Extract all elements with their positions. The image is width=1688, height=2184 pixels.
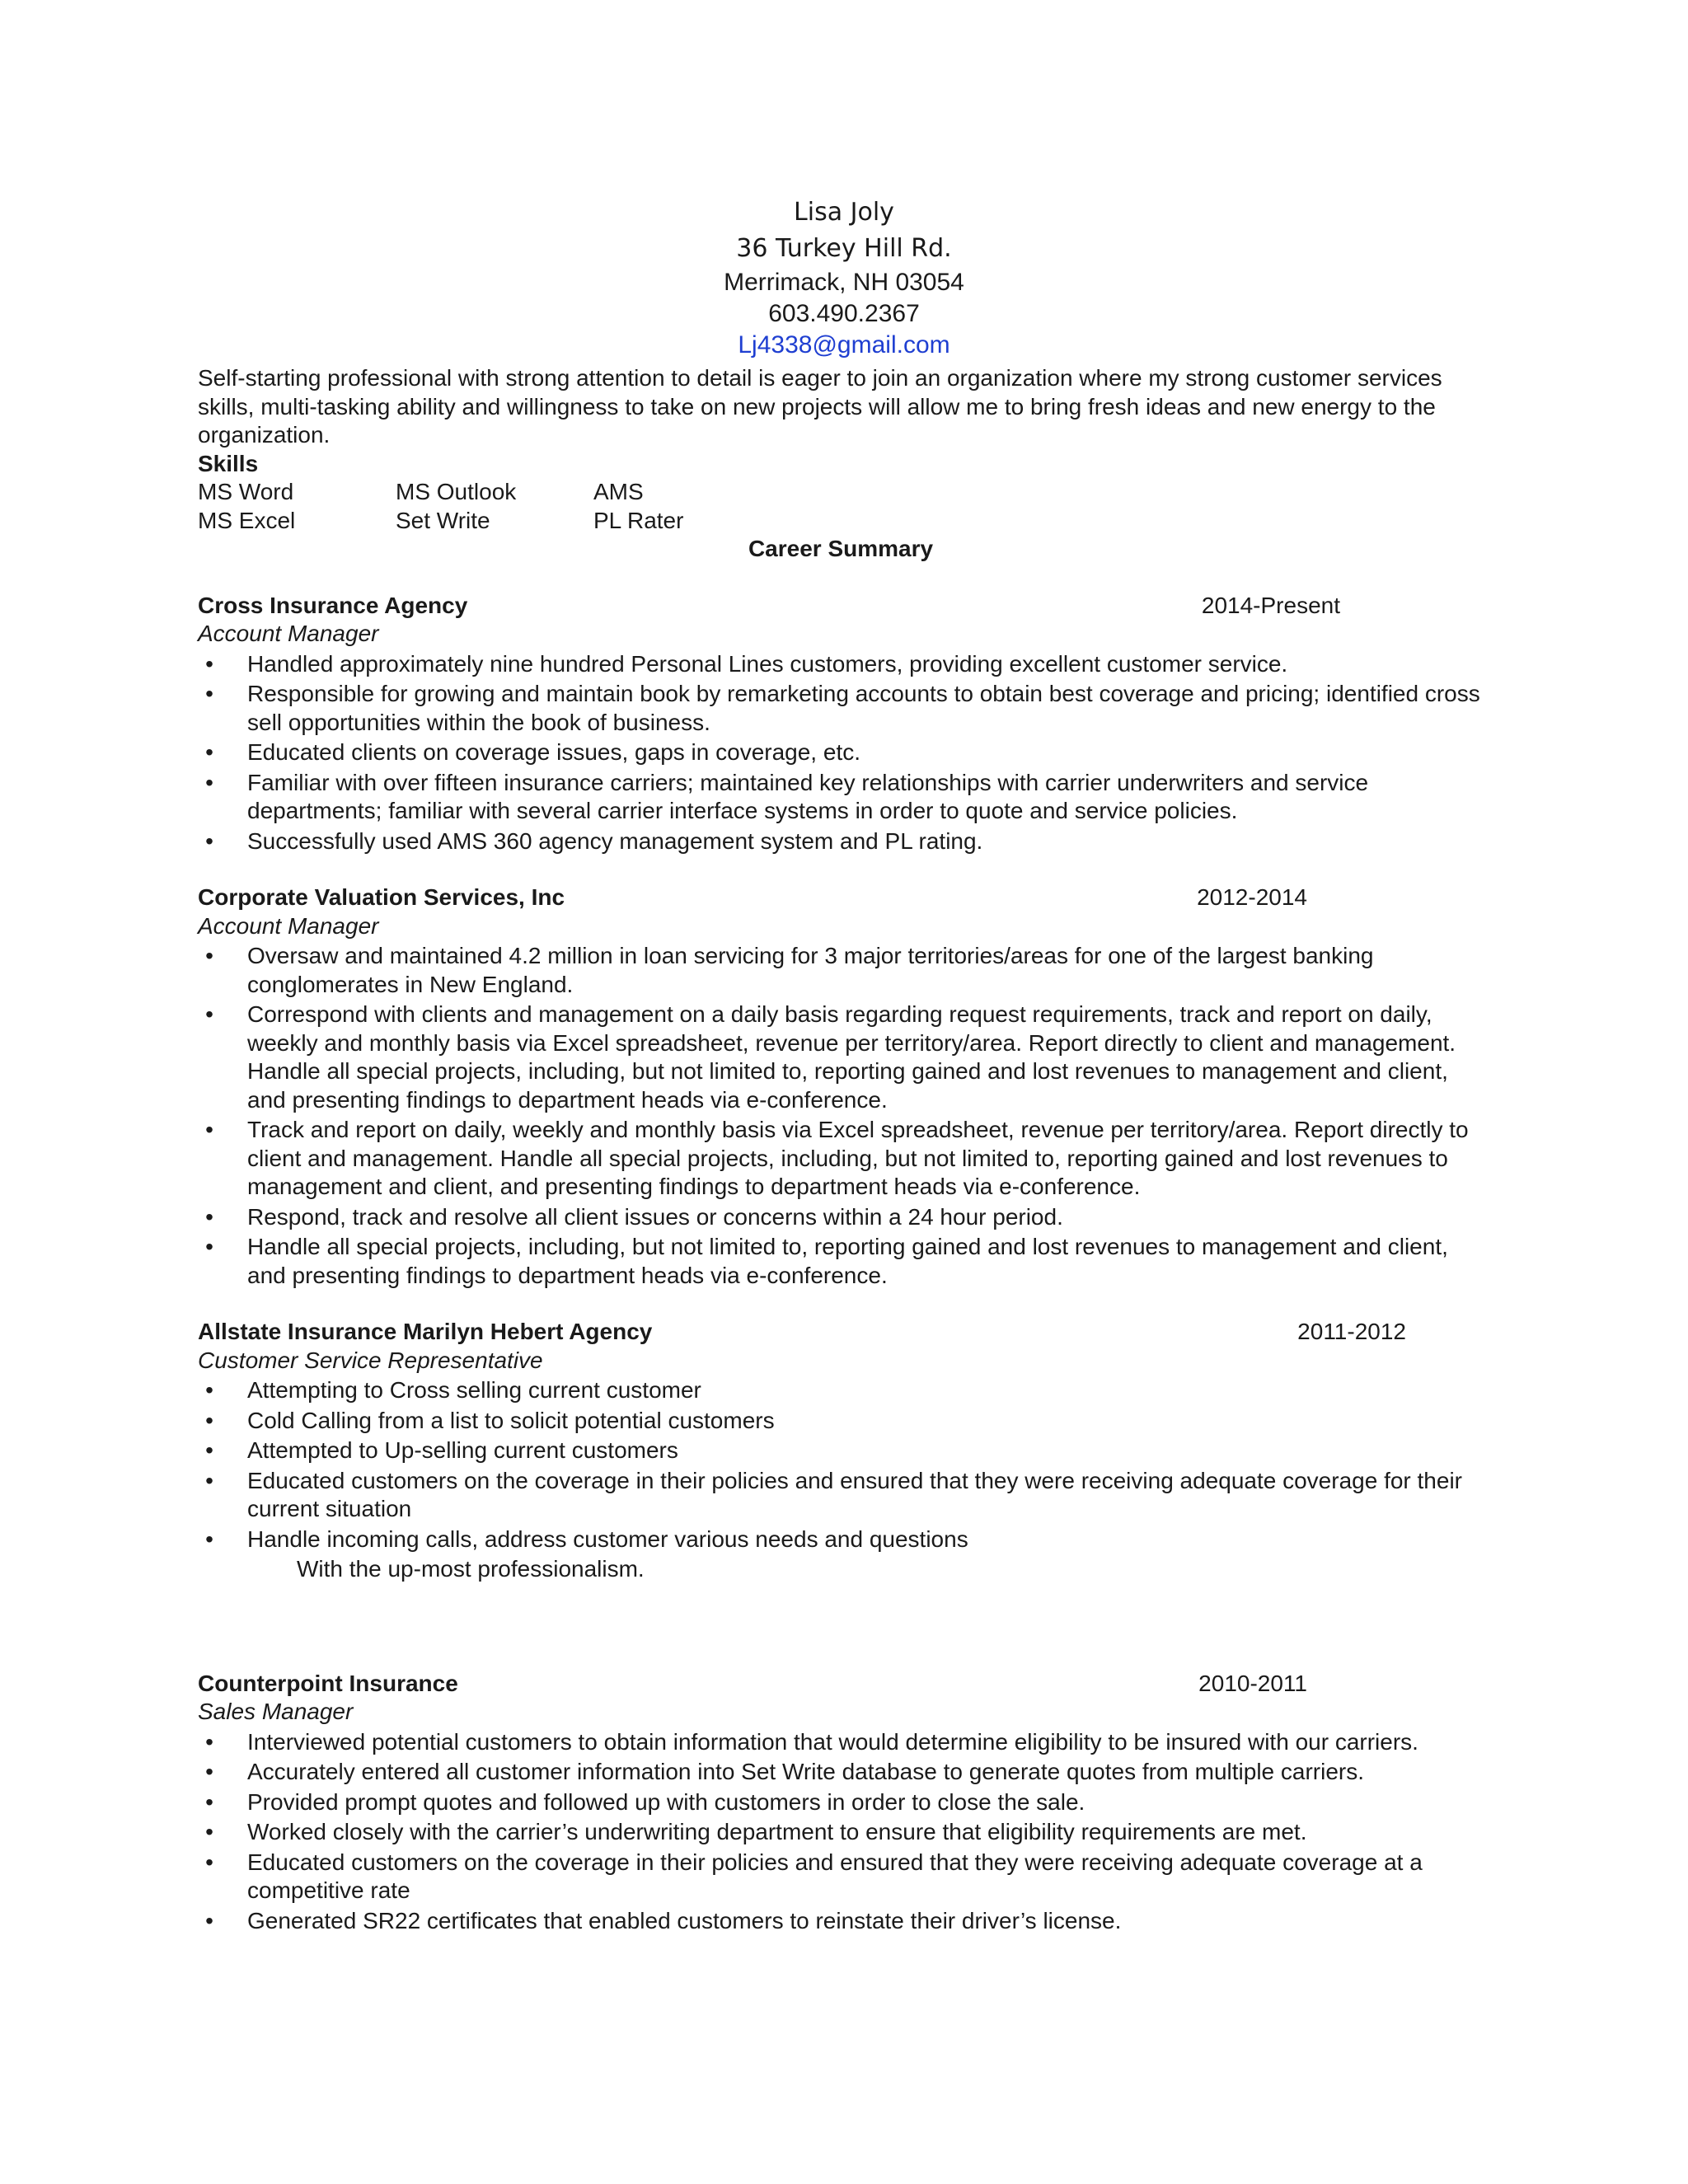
list-item [198,1376,1484,1405]
job-bullets [198,942,1484,1290]
bullet-text: Responsible for growing and maintain book by remarketing accounts to obtain best coverage and pricing; identified cross sell opportunities within the book of business. [247,681,1480,735]
bullet-icon: • [205,1849,213,1875]
bullet-text: Cold Calling from a list to solicit potential customers [247,1407,775,1433]
list-item [198,650,1484,679]
bullet-text: Educated clients on coverage issues, gaps in coverage, etc. [247,739,860,765]
bullet-text: Attempting to Cross selling current customer [247,1377,701,1403]
list-item [198,1758,1484,1787]
bullet-icon: • [205,1117,213,1142]
job-company: Counterpoint Insurance [198,1670,458,1696]
bullet-text: Generated SR22 certificates that enabled customers to reinstate their driver’s license. [247,1907,1122,1933]
bullet-icon: • [205,827,213,854]
city-state-zip: Merrimack, NH 03054 [724,269,964,296]
list-item [198,1907,1484,1936]
list-item [198,769,1484,826]
job-title: Customer Service Representative [198,1347,543,1373]
skills-grid [198,478,1484,535]
list-item [198,1436,1484,1465]
bullet-text: Educated customers on the coverage in their policies and ensured that they were receiving adequate coverage at a competitive rate [247,1849,1423,1903]
list-item [198,1001,1484,1114]
bullet-text: Oversaw and maintained 4.2 million in loan servicing for 3 major territories/areas for one of the largest banking conglomerates in New England. [247,943,1374,997]
job-bullets [198,1728,1484,1936]
job-company: Cross Insurance Agency [198,592,468,618]
list-item [198,942,1484,999]
applicant-name: Lisa Joly [794,198,894,227]
list-item [198,1849,1484,1905]
job-company: Allstate Insurance Marilyn Hebert Agency [198,1319,653,1344]
list-item [198,680,1484,737]
job-header [198,1318,1406,1347]
bullet-text: Worked closely with the carrier’s underwriting department to ensure that eligibility requirements are met. [247,1819,1307,1844]
bullet-text: Educated customers on the coverage in their policies and ensured that they were receiving adequate coverage for their current situation [247,1467,1462,1521]
bullet-icon: • [205,769,213,795]
bullet-icon: • [205,650,213,677]
job-dates: 2014-Present [1201,592,1340,618]
job-dates: 2010-2011 [1198,1670,1307,1696]
bullet-text: Attempted to Up-selling current customers [247,1437,678,1463]
job-dates: 2012-2014 [1197,884,1307,910]
job-title: Account Manager [198,912,379,939]
bullet-text: Provided prompt quotes and followed up with customers in order to close the sale. [247,1788,1085,1815]
bullet-icon: • [205,1728,213,1755]
list-item [198,1526,1484,1554]
list-item [198,1788,1484,1817]
job-bullets [198,1376,1484,1554]
skill-item: MS Excel [198,507,296,533]
job-company: Corporate Valuation Services, Inc [198,884,565,910]
bullet-text: Respond, track and resolve all client issues or concerns within a 24 hour period. [247,1203,1063,1230]
resume-body [198,364,1484,1963]
list-item [198,1233,1484,1290]
bullet-icon: • [205,1819,213,1844]
job-bullets [198,650,1484,856]
list-item [198,1728,1484,1757]
list-item [198,1467,1484,1524]
bullet-icon: • [205,1467,213,1493]
bullet-continuation: With the up-most professionalism. [297,1556,645,1582]
list-item [198,827,1484,856]
bullet-text: Successfully used AMS 360 agency management system and PL rating. [247,827,983,854]
job-header [198,1670,1307,1699]
skill-item: MS Word [198,479,294,504]
skill-item: AMS [593,479,644,504]
job-entry [198,592,1484,856]
bullet-text: Familiar with over fifteen insurance carriers; maintained key relationships with carrier underwriters and service departments; familiar with several carrier interface systems in order to quote and service policies. [247,769,1369,823]
bullet-icon: • [205,943,213,968]
list-item [198,1116,1484,1202]
job-header [198,883,1307,912]
career-summary-heading: Career Summary [748,536,934,561]
job-title: Sales Manager [198,1699,354,1724]
job-dates: 2011-2012 [1297,1319,1406,1344]
list-item [198,738,1484,767]
contact-header [0,194,1688,361]
skill-item: Set Write [396,507,490,533]
bullet-text: Handled approximately nine hundred Personal Lines customers, providing excellent customer service. [247,650,1288,677]
bullet-icon: • [205,1788,213,1815]
bullet-icon: • [205,1407,213,1433]
bullet-text: Correspond with clients and management on a daily basis regarding request requirements, track and report on daily, weekly and monthly basis via Excel spreadsheet, revenue per territory/area. Report directly to client and management. Handle all special projects, including, but not limited to, reporting gained and lost revenues to management and client, and presenting findings to department heads via e-conference. [247,1001,1456,1113]
job-title: Account Manager [198,621,379,646]
bullet-icon: • [205,1234,213,1259]
skills-heading: Skills [198,450,259,476]
job-header [198,592,1340,621]
list-item [198,1818,1484,1847]
phone-number: 603.490.2367 [768,300,920,327]
bullet-icon: • [205,1907,213,1933]
skill-item: PL Rater [593,507,684,533]
list-item [198,1407,1484,1436]
bullet-icon: • [205,739,213,765]
bullet-icon: • [205,1203,213,1230]
list-item [198,1203,1484,1232]
bullet-text: Handle all special projects, including, but not limited to, reporting gained and lost revenues to management and client, and presenting findings to department heads via e-conference. [247,1234,1448,1288]
skill-item: MS Outlook [396,479,517,504]
bullet-icon: • [205,1759,213,1784]
street-address: 36 Turkey Hill Rd. [736,234,952,263]
job-entry [198,1318,1484,1584]
summary-paragraph: Self-starting professional with strong attention to detail is eager to join an organization where my strong customer services skills, multi-tasking ability and willingness to take on new projects will allow me to bring fresh ideas and new energy to the organization. [198,365,1442,448]
bullet-text: Accurately entered all customer information into Set Write database to generate quotes from multiple carriers. [247,1759,1365,1784]
job-entry [198,1670,1484,1936]
bullet-icon: • [205,1377,213,1403]
bullet-text: Track and report on daily, weekly and monthly basis via Excel spreadsheet, revenue per territory/area. Report directly to client and management. Handle all special projects, including, but not limited to, reporting gained and lost revenues to management and client, and presenting findings to department heads via e-conference. [247,1117,1469,1199]
bullet-icon: • [205,1001,213,1027]
bullet-icon: • [205,681,213,706]
bullet-icon: • [205,1526,213,1552]
bullet-text: Interviewed potential customers to obtain information that would determine eligibility to be insured with our carriers. [247,1728,1418,1755]
bullet-icon: • [205,1437,213,1463]
bullet-text: Handle incoming calls, address customer various needs and questions [247,1526,968,1552]
email-link[interactable]: Lj4338@gmail.com [738,331,950,359]
job-entry [198,883,1484,1290]
